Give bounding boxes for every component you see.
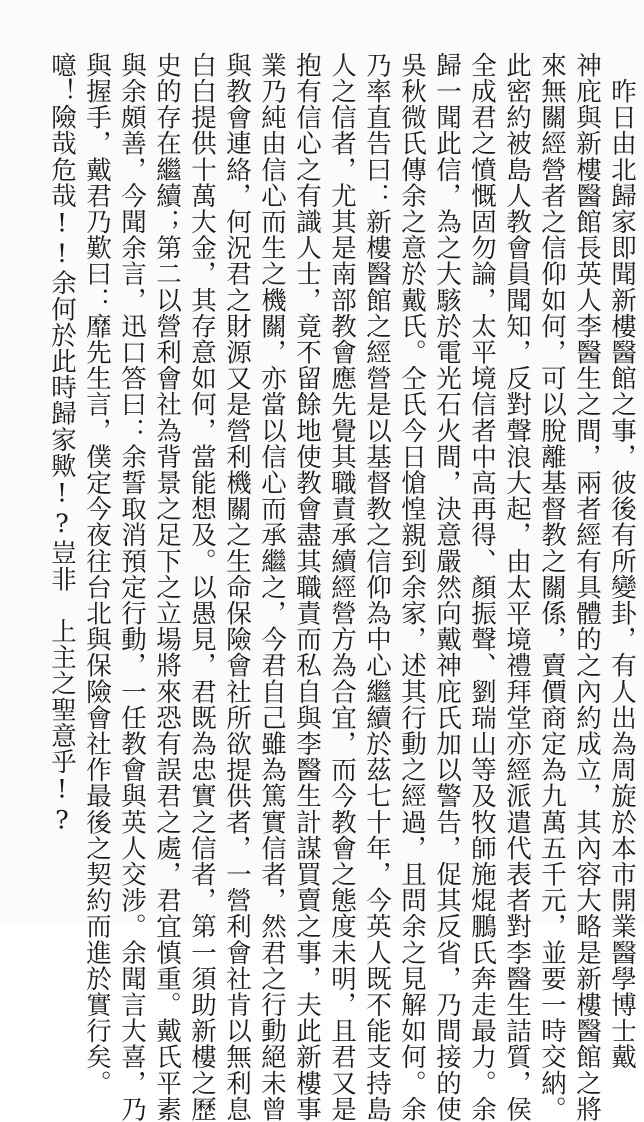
vertical-text-body [44, 52, 639, 1122]
text-column: 此密約被島人教會員聞知，反對聲浪大起，由太平境禮拜堂亦經派遣代表者對李醫生詰質，侯 [502, 52, 532, 1122]
text-column: 神庇與新樓醫館長英人李醫生之間，兩者經有具體的之內約成立，其內容大略是新樓醫館之將 [572, 52, 602, 1122]
text-column: 與余頗善，今聞余言，迅口答曰：余誓取消預定行動，一任教會與英人交涉。余聞言大喜，乃 [117, 52, 147, 1122]
text-column: 與教會連絡，何況君之財源又是營利機關之生命保險會社所欲提供者，一營利會社肯以無利息 [222, 52, 252, 1122]
text-column: 業乃純由信心而生之機關，亦當以信心而承繼之，今君自己雖為篤實信者，然君之行動絕未曾 [257, 52, 287, 1122]
text-column: 抱有信心之有識人士，竟不留餘地使教會盡其職責而私自與李醫生計謀買賣之事，夫此新樓事 [292, 52, 322, 1122]
text-column: 吳秋微氏傳余之意於戴氏。仝氏今日愴惶親到余家，述其行動之經過，且問余之見解如何。余 [397, 52, 427, 1122]
text-column: 白白提供十萬大金，其存意如何，當能想及。以愚見，君既為忠實之信者，第一須助新樓之歷 [187, 52, 217, 1122]
text-column: 歸一聞此信，為之大駭於電光石火間，決意嚴然向戴神庇氏加以警告，促其反省，乃間接的使 [432, 52, 462, 1122]
text-column: 來無關經營者之信仰如何，可以脫離基督教之關係，賣價商定為九萬五千元，並要一時交納。 [537, 52, 567, 1122]
text-column: 乃率直告曰：新樓醫館之經營是以基督教之信仰為中心繼續於茲七十年，今英人既不能支持島 [362, 52, 392, 1122]
text-column: 人之信者，尤其是南部教會應先覺其職責承續經營方為合宜，而今教會之態度未明，且君又是 [327, 52, 357, 1122]
text-column: 與握手，戴君乃歎曰：靡先生言，僕定今夜往台北與保險會社作最後之契約而進於實行矣。 [82, 52, 112, 1096]
text-column: 史的存在繼續；第二以營利會社為背景之足下之立場將來恐有誤君之處，君宜慎重。戴氏平素 [152, 52, 182, 1122]
text-column: 全成君之憤慨固勿論，太平境信者中高再得、顏振聲、劉瑞山等及牧師施焜鵬氏奔走最力。余 [467, 52, 497, 1122]
text-column: 昨日由北歸家即聞新樓醫館之事，彼後有所變卦，有人出為周旋於本市開業醫學博士戴 [607, 52, 637, 1070]
text-column: 噫！險哉危哉!!余何於此時歸家歟!?豈非 上主之聖意乎!? [47, 52, 77, 836]
